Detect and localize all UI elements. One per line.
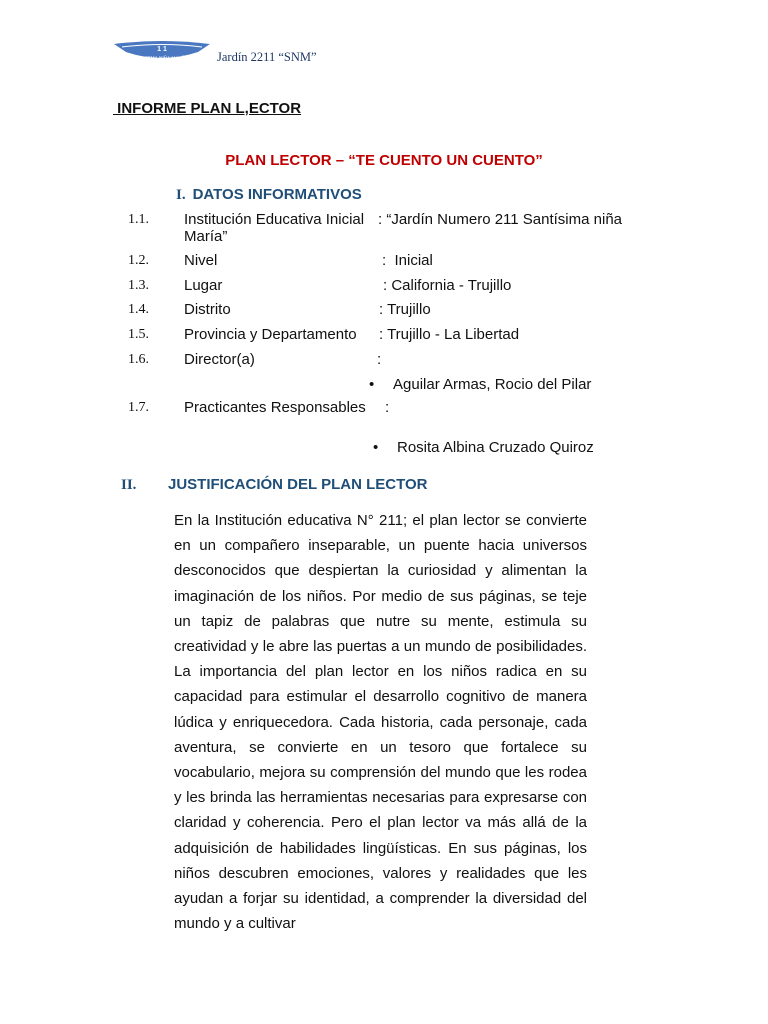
header-school-name: Jardín 2211 “SNM” [217, 50, 317, 64]
bullet-icon: • [373, 439, 379, 456]
row-value-continuation: María” [184, 228, 228, 245]
row-value: : Inicial [382, 252, 433, 269]
row-label: Distrito [184, 301, 231, 318]
row-number: 1.4. [128, 302, 149, 317]
justification-paragraph: En la Institución educativa N° 211; el plan lector se convierte en un compañero inseparable, un puente hacia universos desconocidos que despiertan la curiosidad y alimentan la imaginación de los niños. Por medio de sus páginas, se teje un tapiz de palabras que nutre su mente, estimula su creatividad y le abre las puertas a un mundo de posibilidades. La importancia del plan lector en los niños radica en su capacidad para estimular el desarrollo cognitivo de manera lúdica y enriquecedora. Cada historia, cada personaje, cada aventura, se convierte en un tesoro que fortalece su vocabulario, mejora su comprensión del mundo que les rodea y les brinda las herramientas necesarias para expresarse con claridad y coherencia. Pero el plan lector va más allá de la adquisición de habilidades lingüísticas. En sus páginas, los niños descubren emociones, valores y realidades que les ayudan a forjar su identidad, a comprender la diversidad del mundo y a cultivar [174, 512, 587, 933]
row-number: 1.3. [128, 278, 149, 293]
row-number: 1.6. [128, 352, 149, 367]
row-value: : “Jardín Numero 211 Santísima niña [378, 211, 623, 228]
logo-text: SISTEMA NIÑA MARÍA [137, 55, 187, 61]
bullet-icon: • [369, 376, 375, 393]
section-heading-datos [176, 186, 362, 204]
section-number: I. [176, 187, 186, 203]
row-label: Provincia y Departamento [184, 326, 357, 343]
row-value: : California - Trujillo [383, 277, 512, 294]
row-label: Practicantes Responsables [184, 399, 366, 416]
row-value: : Trujillo - La Libertad [379, 326, 520, 343]
row-value: : [385, 399, 390, 416]
row-label: Lugar [184, 277, 223, 294]
section-heading-justificacion [121, 476, 427, 494]
row-number: 1.7. [128, 400, 149, 415]
row-value: : [377, 351, 382, 368]
row-number: 1.2. [128, 253, 149, 268]
practicante-name: Rosita Albina Cruzado Quiroz [397, 439, 594, 456]
logo-number: 1 1 [157, 46, 167, 53]
section-title: DATOS INFORMATIVOS [192, 186, 362, 203]
main-title: PLAN LECTOR – “TE CUENTO UN CUENTO” [225, 152, 543, 169]
row-label: Institución Educativa Inicial [184, 211, 365, 228]
row-label: Nivel [184, 252, 218, 269]
row-label: Director(a) [184, 351, 255, 368]
section-title: JUSTIFICACIÓN DEL PLAN LECTOR [168, 476, 428, 493]
row-number: 1.5. [128, 327, 149, 342]
school-logo [112, 40, 212, 64]
director-name: Aguilar Armas, Rocio del Pilar [393, 376, 592, 393]
section-number: II. [121, 477, 137, 493]
row-value: : Trujillo [379, 301, 431, 318]
row-number: 1.1. [128, 212, 149, 227]
report-title: INFORME PLAN L,ECTOR [113, 100, 302, 117]
